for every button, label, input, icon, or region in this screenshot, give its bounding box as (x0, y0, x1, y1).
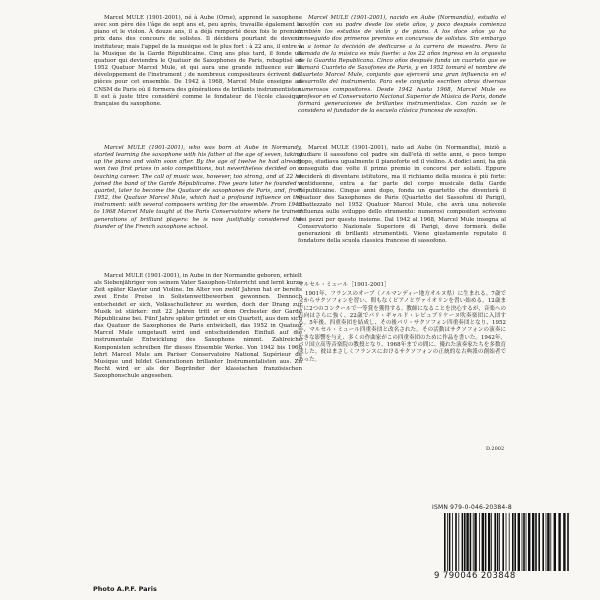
barcode (434, 513, 572, 585)
photo-credit: Photo A.P.F. Paris (93, 585, 157, 593)
bio-text-italian: Marcel MULE (1901-2001), nato ad Aube (in Normandia), iniziò a studiare il sassofono col padre sin dall'età di sette anni, e poco tempo dopo, studiava ugualmente il pianoforte ed il violino. A dodici anni, ha già conseguito due volte il primo premio in concorsi per solisti. Eppure deciderà di diventare istitutore, ma il richiamo della musica è più forte: ventiduenne, entra a far parte del corpo musicale della Garde Républicaine. Cinque anni dopo, fonda un quartetto che diventerà il Quatuor des Saxophones de Paris (Quartetto dei Sassofoni di Parigi), ribattezzato nel 1952 Quatuor Marcel Mule, che avrà una notevole influenza sullo sviluppo dello strumento: numerosi compositori scrivono dei pezzi per questo insieme. Dal 1942 al 1968, Marcel Mule insegna al Conservatorio Nazionale Superiore di Parigi, dove formerà delle generazioni di brillanti strumentisti. Viene giustamente reputato il fondatore della scuola classica francese di sassofono. (298, 145, 506, 245)
bio-german (94, 273, 302, 380)
bio-spanish (298, 15, 506, 115)
bio-french (94, 15, 302, 108)
bio-text-spanish: Marcel MULE (1901-2001), nacido en Aube (Normandía), estudia el saxofón con su padre desde los siete años, y poco después comienza también los estudios de violín y de piano. A los doce años ya ha conseguido dos primeros premios en concursos de solistas. Sin embargo va a tomar la decisión de dedicarse a la carrera de maestro. Pero la llamada de la música es más fuerte: a los 22 años ingresa en la orquesta de la Guardia Republicana. Cinco años después funda un cuarteto que se llamará Cuarteto de Saxofones de Paris, y en 1952 tomará el nombre de Cuarteto Marcel Mule, conjunto que ejercerá una gran influencia en el desarrollo del instrumento. Para este conjunto escriben obras diversas numerosos compositores. Desde 1942 hasta 1968, Marcel Mule es profesor en el Conservatorio Nacional Superior de Música de Paris, donde formará generaciones de brillantes instrumentistas. Con razón se le considera el fundador de la escuela clásica francesa de saxofón. (298, 15, 506, 115)
bio-text-english: Marcel MULE (1901-2001), who was born at Aube in Normandy, started learning the saxophone with his father at the age of seven, taking up the piano and violin soon after. By the age of twelve he had already won two first prizes in solo competitions, but nevertheless decided on a teaching career. The call of music was, however, too strong, and at 22 he joined the band of the Garde Républicaine. Five years later he founded a quartet, later to become the Quatuor de saxophones de Paris, and, from 1952, the Quatuor Marcel Mule, which had a profound influence on the instrument: with several composers writing for the ensemble. From 1942 to 1968 Marcel Mule taught at the Paris Conservatoire where he trained generations of brilliant players: he is now justifiably considered the founder of the French saxophone school. (94, 145, 302, 230)
bio-text-german: Marcel MULE (1901-2001), in Aube in der Normandie geboren, erhielt als Siebenjähriger von seinem Vater Saxophon-Unterricht und lernt kurze Zeit später Klavier und Violine. Im Alter von zwölf Jahren hat er bereits zwei Erste Preise in Solistenwettbewerben gewonnen. Dennoch entscheidet er sich, Volksschullehrer zu werden, doch der Drang zur Musik ist stärker: mit 22 Jahren tritt er dem Orchester der Garde Républicaine bei. Fünf Jahre später gründet er ein Quartett, aus dem sich das Quatuor de Saxophones de Paris entwickelt, das 1952 in Quatuor Marcel Mule umgetauft wird und entscheidenden Einfluß auf die instrumentale Entwicklung des Saxophons nimmt. Zahlreiche Komponisten schreiben für dieses Ensemble Werke. Von 1942 bis 1968 lehrt Marcel Mule am Pariser Conservatoire National Supérieur de Musique und bildet Generationen brillanter Instrumentalisten aus. Zu Recht wird er als der Begründer der klassischen französischen Saxophonschule angesehen. (94, 273, 303, 380)
bio-text-japanese: 1901年、フランスのオーブ（ノルマンディー地方オルヌ県）に生まれる。7歳で父からサクソフォンを習い、間もなくピアノとヴァイオリンを習い始める。12歳までに2つのコンクールで一等賞を獲得する。教師になることを決心するが、音楽への志向はさらに強く、22歳でパリ・ギャルド・レピュブリケーヌ吹奏楽団に入団する。5年後、四重奏団を結成し、その後パリ・サクソフォン四重奏団となり、1952年、マルセル・ミュール四重奏団と改名された。その活動はサクソフォンの演奏に大きな影響を与え、多くの作曲家がこの四重奏団のために作品を書いた。1942年、パリ国立高等音楽院の教授となり、1968年までの間に、優れた演奏家たちを多数育成した。彼はまさしくフランスにおけるサクソフォンの正統的な古典派の創始者であった。 (298, 291, 506, 363)
barcode-bars (444, 513, 570, 571)
bio-english (94, 145, 302, 231)
bio-italian (298, 145, 506, 245)
bio-japanese (298, 280, 506, 364)
bio-text-french: Marcel MULE (1901-2001), né à Aube (Orne), apprend le saxophone avec son père dès l'âge de sept ans et, peu après, travaille également le piano et le violon. À douze ans, il a déjà remporté deux fois le premier prix dans des concours de solistes. Il décidera pourtant de devenir instituteur, mais l'appel de la musique est le plus fort : à 22 ans, il entre à la Musique de la Garde Républicaine. Cinq ans plus tard, il fonde un quatuor qui deviendra le Quatuor de Saxophones de Paris, rebaptisé en 1952 Quatuor Marcel Mule, et qui aura une grande influence sur le développement de l'instrument ; de nombreux compositeurs écrivent des pièces pour cet ensemble. De 1942 à 1968, Marcel Mule enseigne au CNSM de Paris où il formera des générations de brillants instrumentistes. Il est à juste titre considéré comme le fondateur de l'école classique française du saxophone. (94, 15, 302, 107)
barcode-number: 9 790046 203848 (434, 571, 516, 581)
bio-title-japanese: マルセル・ミュール［1901-2001］ (298, 282, 390, 288)
publisher-code: D.2002 (486, 446, 505, 452)
ismn-number: ISMN 979-0-046-20384-8 (432, 504, 512, 511)
